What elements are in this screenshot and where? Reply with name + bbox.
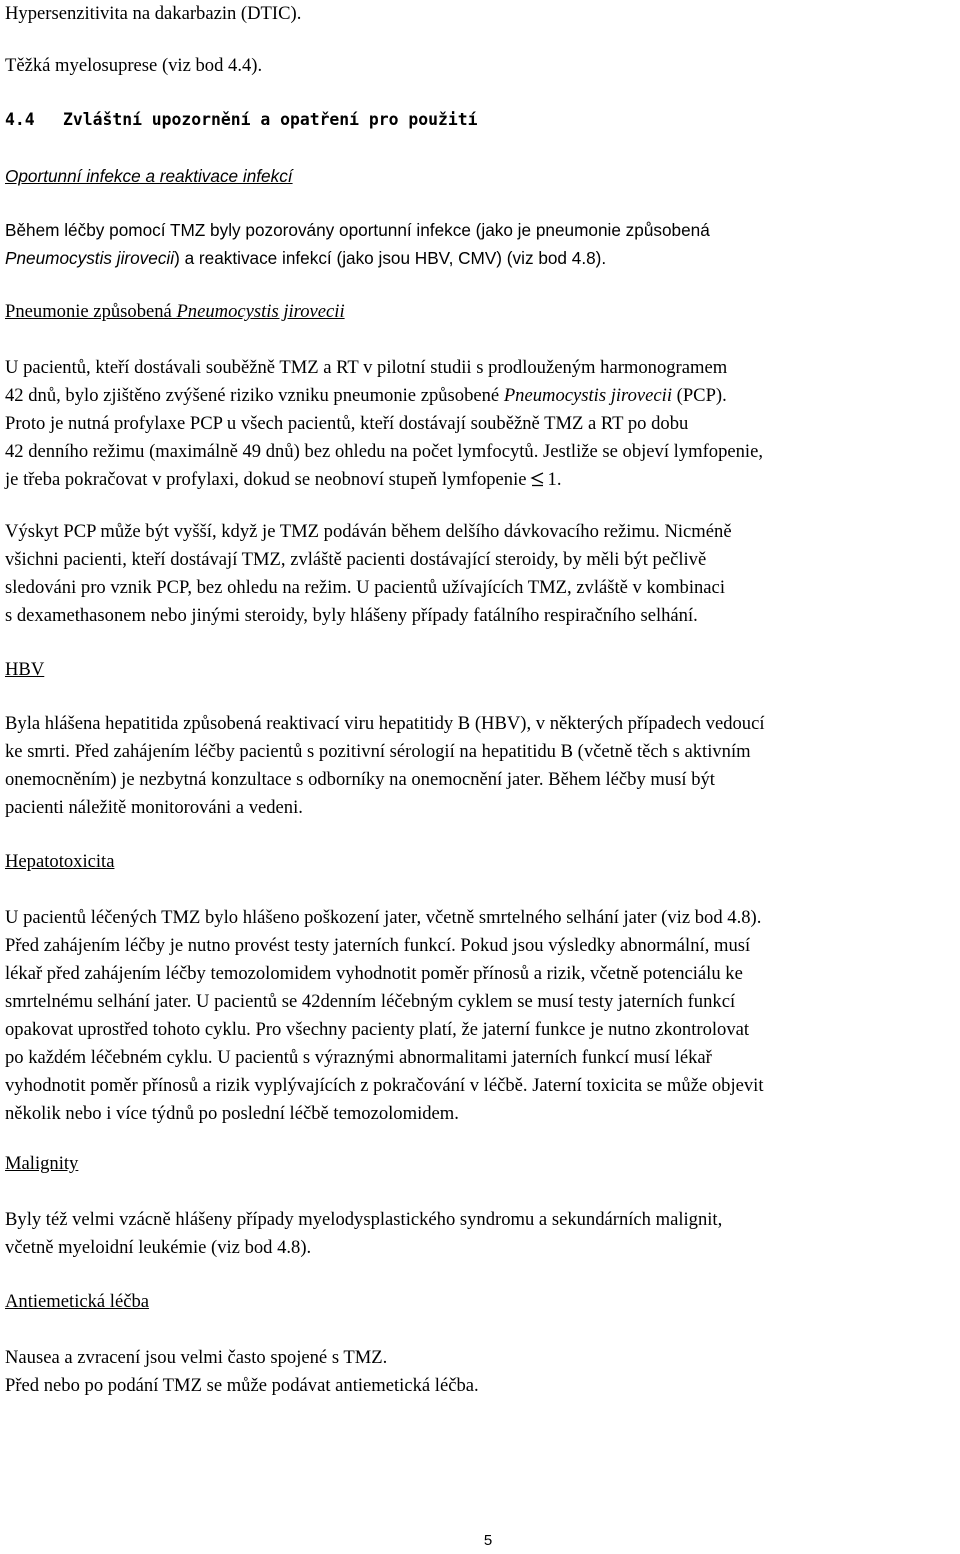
contraindications-block-2 — [5, 52, 960, 80]
paragraph-line: včetně myeloidní leukémie (viz bod 4.8). — [5, 1237, 312, 1258]
paragraph-line: ke smrti. Před zahájením léčby pacientů s pozitivní sérologií na hepatitidu B (včetně těch s aktivním — [5, 741, 751, 762]
paragraph-line: U pacientů, kteří dostávali souběžně TMZ a RT v pilotní studii s prodlouženým harmonogramem — [5, 357, 728, 378]
hepatotoxicity-heading — [5, 848, 960, 876]
heading-text: Pneumonie způsobená — [5, 301, 177, 322]
paragraph-line: Proto je nutná profylaxe PCP u všech pacientů, kteří dostávají souběžně TMZ a RT po dobu — [5, 413, 689, 434]
paragraph-text: 42 dnů, bylo zjištěno zvýšené riziko vzniku pneumonie způsobené — [5, 385, 504, 406]
paragraph-line: Byly též velmi vzácně hlášeny případy myelodysplastického syndromu a sekundárních malignit, — [5, 1209, 723, 1230]
paragraph-line: všichni pacienti, kteří dostávají TMZ, zvláště pacienti dostávající steroidy, by měli být pečlivě — [5, 549, 707, 570]
paragraph-line: onemocněním) je nezbytná konzultace s odborníky na onemocnění jater. Během léčby musí být — [5, 769, 715, 790]
paragraph-line — [5, 382, 960, 410]
paragraph-text: je třeba pokračovat v profylaxi, dokud se neobnoví stupeň lymfopenie — [5, 469, 527, 490]
subsection-heading: Hepatotoxicita — [5, 851, 115, 872]
subsection-heading: Oportunní infekce a reaktivace infekcí — [5, 166, 293, 186]
species-name: Pneumocystis jirovecii — [176, 301, 345, 322]
antiemetic-paragraph — [5, 1344, 960, 1400]
paragraph-line: Výskyt PCP může být vyšší, když je TMZ podáván během delšího dávkovacího režimu. Nicméně — [5, 521, 732, 542]
opportunistic-paragraph — [5, 216, 960, 272]
paragraph-line: Před zahájením léčby je nutno provést testy jaterních funkcí. Pokud jsou výsledky abnormální, musí — [5, 935, 751, 956]
paragraph-line: 42 denního režimu (maximálně 49 dnů) bez ohledu na počet lymfocytů. Jestliže se objeví lymfopenie, — [5, 441, 763, 462]
paragraph-line: Byla hlášena hepatitida způsobená reaktivací viru hepatitidy B (HBV), v některých případech vedoucí — [5, 713, 765, 734]
subsection-heading: Malignity — [5, 1153, 79, 1174]
pcp-paragraph-2 — [5, 518, 960, 630]
paragraph-line: sledováni pro vznik PCP, bez ohledu na režim. U pacientů užívajících TMZ, zvláště v kombinaci — [5, 577, 725, 598]
paragraph-line: Během léčby pomocí TMZ byly pozorovány oportunní infekce (jako je pneumonie způsobená — [5, 220, 710, 240]
species-name: Pneumocystis jirovecii — [503, 385, 672, 406]
paragraph-line — [5, 466, 960, 494]
paragraph-line: vyhodnotit poměr přínosů a rizik vyplývajících z pokračování v léčbě. Jaterní toxicita se může objevit — [5, 1075, 764, 1096]
pcp-heading — [5, 298, 960, 326]
contraindication-line: Těžká myelosuprese (viz bod 4.4). — [5, 55, 263, 76]
contraindications-block — [5, 0, 960, 28]
paragraph-line: s dexamethasonem nebo jinými steroidy, byly hlášeny případy fatálního respiračního selhání. — [5, 605, 698, 626]
subsection-heading: HBV — [5, 659, 45, 680]
paragraph-line: Nausea a zvracení jsou velmi často spojené s TMZ. — [5, 1347, 388, 1368]
paragraph-line: po každém léčebném cyklu. U pacientů s výraznými abnormalitami jaterních funkcí musí lékař — [5, 1047, 712, 1068]
species-name: Pneumocystis jirovecii — [5, 248, 175, 268]
antiemetic-heading — [5, 1288, 960, 1316]
paragraph-line: Před nebo po podání TMZ se může podávat antiemetická léčba. — [5, 1375, 479, 1396]
contraindication-line: Hypersenzitivita na dakarbazin (DTIC). — [5, 3, 302, 24]
hepatotoxicity-paragraph — [5, 904, 960, 1128]
hbv-heading — [5, 656, 960, 684]
paragraph-line: smrtelnému selhání jater. U pacientů se 42denním léčebným cyklem se musí testy jaterních funkcí — [5, 991, 736, 1012]
section-number: 4.4 — [5, 110, 35, 129]
opportunistic-heading — [5, 162, 960, 190]
paragraph-line: lékař před zahájením léčby temozolomidem vyhodnotit poměr přínosů a rizik, včetně potenciálu ke — [5, 963, 743, 984]
hbv-paragraph — [5, 710, 960, 822]
pcp-paragraph-1 — [5, 354, 960, 494]
paragraph-line: pacienti náležitě monitorováni a vedeni. — [5, 797, 303, 818]
paragraph-text: 1. — [547, 469, 562, 490]
paragraph-text: ) a reaktivace infekcí (jako jsou HBV, CMV) (viz bod 4.8). — [174, 248, 607, 268]
paragraph-line: několik nebo i více týdnů po poslední léčbě temozolomidem. — [5, 1103, 459, 1124]
subsection-heading: Antiemetická léčba — [5, 1291, 150, 1312]
malignancy-heading — [5, 1150, 960, 1178]
paragraph-line — [5, 244, 960, 272]
paragraph-text: (PCP). — [671, 385, 727, 406]
paragraph-line: U pacientů léčených TMZ bylo hlášeno poškození jater, včetně smrtelného selhání jater (viz bod 4.8). — [5, 907, 762, 928]
subsection-heading — [5, 298, 960, 326]
malignancy-paragraph — [5, 1206, 960, 1262]
section-heading — [5, 106, 960, 134]
page-number: 5 — [483, 1532, 493, 1549]
less-or-equal-icon — [529, 468, 545, 484]
paragraph-line: opakovat uprostřed tohoto cyklu. Pro všechny pacienty platí, že jaterní funkce je nutno zkontrolovat — [5, 1019, 750, 1040]
section-title: Zvláštní upozornění a opatření pro použití — [63, 110, 478, 129]
